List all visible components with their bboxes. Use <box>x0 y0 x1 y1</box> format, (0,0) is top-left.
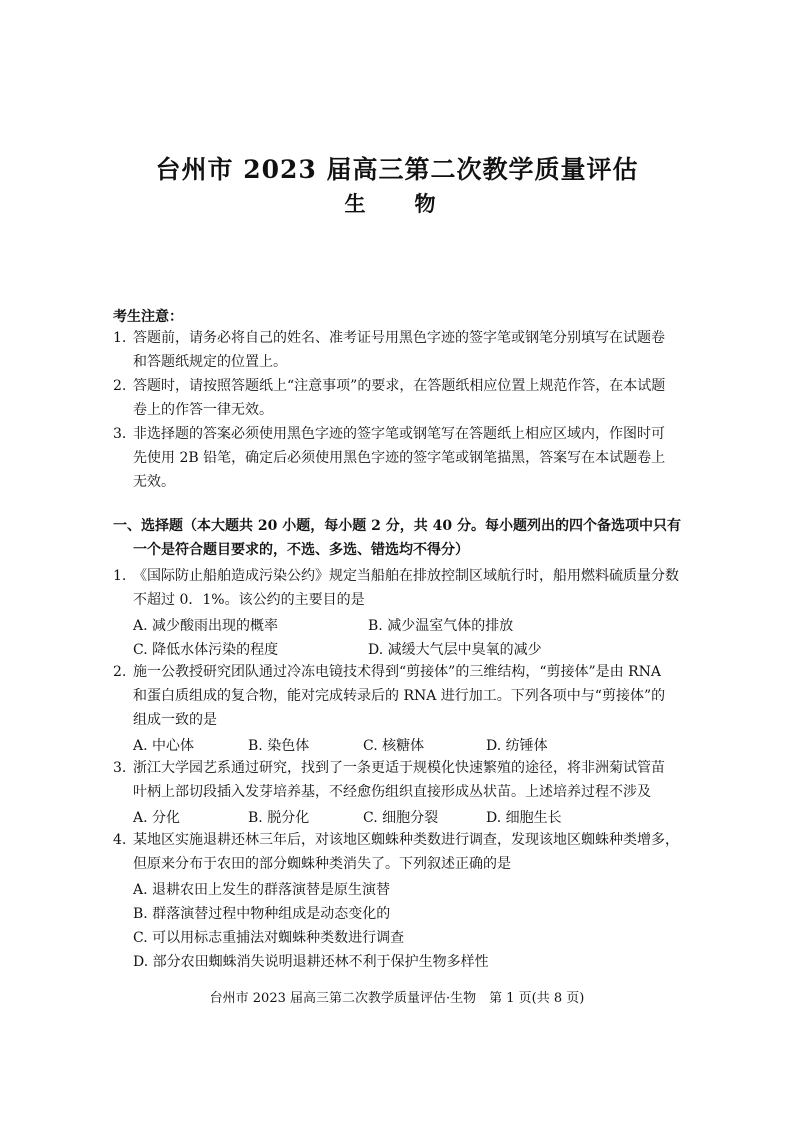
question-4-option-a: A. 退耕农田上发生的群落演替是原生演替 <box>133 882 391 898</box>
question-2-option-c: C. 核糖体 <box>363 738 425 754</box>
question-number: 1. <box>113 568 127 584</box>
question-1 <box>113 567 679 585</box>
question-4-option-d: D. 部分农田蜘蛛消失说明退耕还林不利于保护生物多样性 <box>133 954 489 970</box>
notice-item-2-cont: 卷上的作答一律无效。 <box>133 402 273 418</box>
question-3 <box>113 759 665 777</box>
question-1-cont: 不超过 0．1%。该公约的主要目的是 <box>133 592 365 608</box>
question-text: 浙江大学园艺系通过研究，找到了一条更适于规模化快速繁殖的途径，将非洲菊试管苗 <box>133 760 665 776</box>
notice-item-1 <box>113 329 665 347</box>
notice-item-3 <box>113 425 665 443</box>
question-3-option-a: A. 分化 <box>133 810 181 826</box>
question-number: 2. <box>113 664 127 680</box>
section-heading: 一、选择题（本大题共 20 小题，每小题 2 分，共 40 分。每小题列出的四个备选项中只有 <box>113 518 681 534</box>
notice-heading: 考生注意： <box>113 309 183 325</box>
notice-item-text: 答题前，请务必将自己的姓名、准考证号用黑色字迹的签字笔或钢笔分别填写在试题卷 <box>133 330 665 346</box>
question-2-cont: 组成一致的是 <box>133 712 217 728</box>
question-1-option-a: A. 减少酸雨出现的概率 <box>133 618 279 634</box>
notice-item-text: 非选择题的答案必须使用黑色字迹的签字笔或钢笔写在答题纸上相应区域内，作图时可 <box>133 426 665 442</box>
question-text: 《国际防止船舶造成污染公约》规定当船舶在排放控制区域航行时，船用燃料硫质量分数 <box>133 568 679 584</box>
question-text: 某地区实施退耕还林三年后，对该地区蜘蛛种类数进行调查，发现该地区蜘蛛种类增多， <box>133 832 679 848</box>
notice-item-1-cont: 和答题纸规定的位置上。 <box>133 354 287 370</box>
question-2-option-a: A. 中心体 <box>133 738 195 754</box>
question-number: 4. <box>113 832 127 848</box>
question-1-option-b: B. 减少温室气体的排放 <box>368 618 514 634</box>
notice-item-number: 3. <box>113 426 127 442</box>
notice-item-3-cont: 先使用 2B 铅笔，确定后必须使用黑色字迹的签字笔或钢笔描黑，答案写在本试题卷上 <box>133 450 666 466</box>
question-number: 3. <box>113 760 127 776</box>
question-1-option-d: D. 减缓大气层中臭氧的减少 <box>368 642 542 658</box>
subject-title: 生 物 <box>344 191 450 216</box>
page-title: 台州市 2023 届高三第二次教学质量评估 <box>155 155 639 184</box>
question-2-option-b: B. 染色体 <box>248 738 310 754</box>
question-3-option-d: D. 细胞生长 <box>486 810 562 826</box>
notice-item-number: 2. <box>113 378 127 394</box>
notice-item-number: 1. <box>113 330 127 346</box>
notice-item-3-cont: 无效。 <box>133 474 175 490</box>
question-4 <box>113 831 679 849</box>
section-heading-cont: 一个是符合题目要求的，不选、多选、错选均不得分） <box>133 542 469 558</box>
question-2-option-d: D. 纺锤体 <box>486 738 548 754</box>
question-2-cont: 和蛋白质组成的复合物，能对完成转录后的 RNA 进行加工。下列各项中与“剪接体”的 <box>133 688 666 704</box>
question-1-option-c: C. 降低水体污染的程度 <box>133 642 279 658</box>
question-3-option-b: B. 脱分化 <box>248 810 310 826</box>
question-2 <box>113 663 661 681</box>
notice-item-2 <box>113 377 665 395</box>
question-4-option-b: B. 群落演替过程中物种组成是动态变化的 <box>133 906 391 922</box>
notice-item-text: 答题时，请按照答题纸上“注意事项”的要求，在答题纸相应位置上规范作答，在本试题 <box>133 378 666 394</box>
question-3-cont: 叶柄上部切段插入发芽培养基，不经愈伤组织直接形成丛状苗。上述培养过程不涉及 <box>133 784 651 800</box>
question-4-cont: 但原来分布于农田的部分蜘蛛种类消失了。下列叙述正确的是 <box>133 856 511 872</box>
question-text: 施一公教授研究团队通过冷冻电镜技术得到“剪接体”的三维结构，“剪接体”是由 RNA <box>133 664 661 680</box>
page-footer: 台州市 2023 届高三第二次教学质量评估·生物 第 1 页(共 8 页) <box>209 991 585 1006</box>
question-3-option-c: C. 细胞分裂 <box>363 810 439 826</box>
question-4-option-c: C. 可以用标志重捕法对蜘蛛种类数进行调查 <box>133 930 405 946</box>
